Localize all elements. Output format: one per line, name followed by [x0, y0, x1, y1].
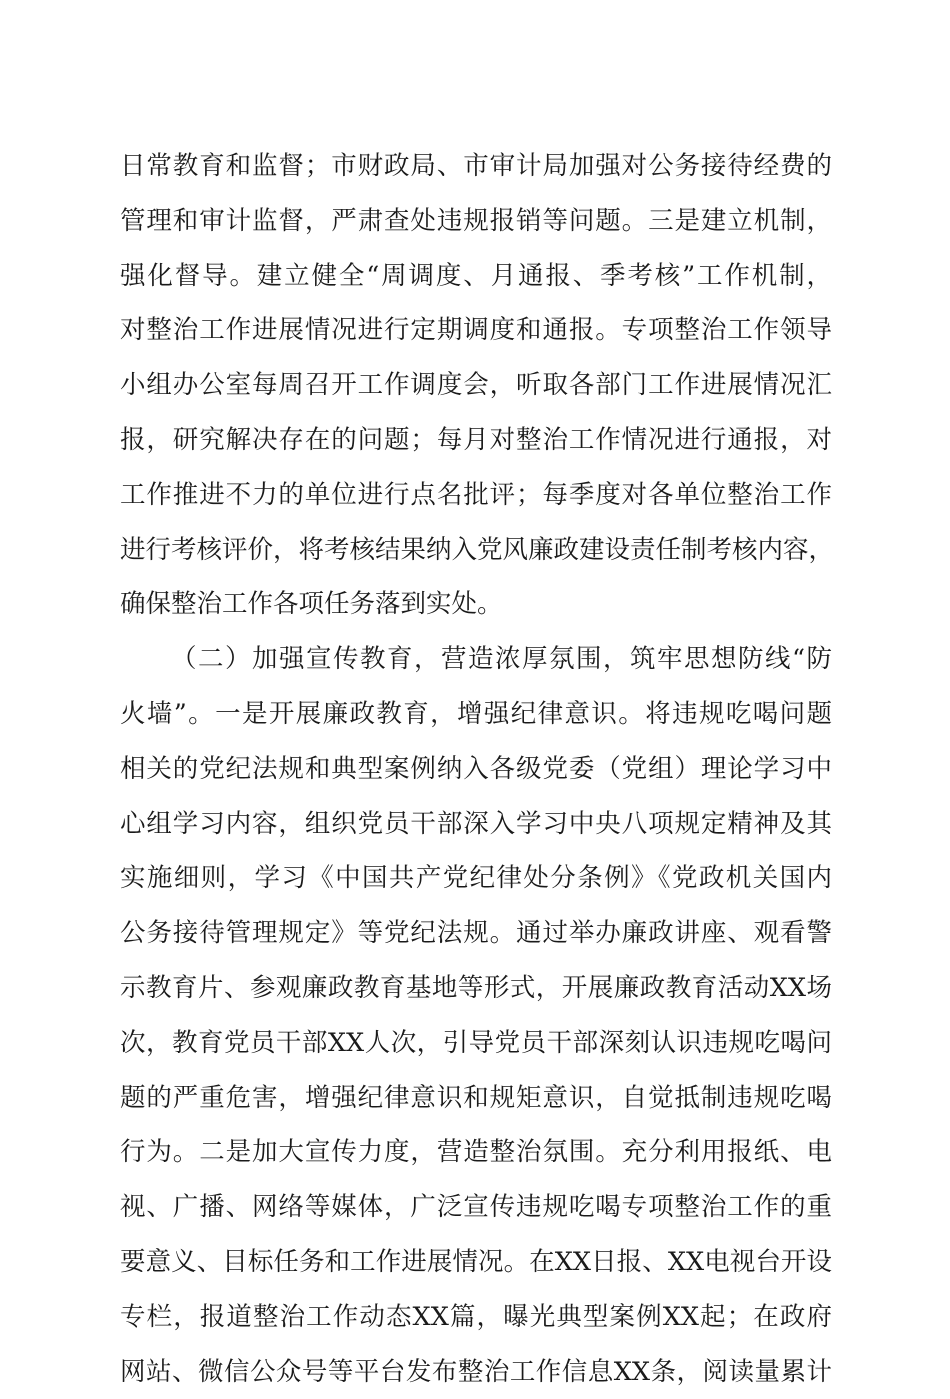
text-line: 视、广播、网络等媒体，广泛宣传违规吃喝专项整治工作的重 — [120, 1192, 832, 1223]
text-line: 相关的党纪法规和典型案例纳入各级党委（党组）理论学习中 — [120, 753, 832, 784]
text-line: 行为。二是加大宣传力度，营造整治氛围。充分利用报纸、电 — [120, 1137, 832, 1168]
text-line: 要意义、目标任务和工作进展情况。在XX日报、XX电视台开设 — [120, 1246, 832, 1277]
text-line: 实施细则，学习《中国共产党纪律处分条例》《党政机关国内 — [120, 863, 832, 894]
text-line: 题的严重危害，增强纪律意识和规矩意识，自觉抵制违规吃喝 — [120, 1082, 832, 1113]
text-line: 强化督导。建立健全“周调度、月通报、季考核”工作机制， — [120, 260, 832, 291]
text-line: 次，教育党员干部XX人次，引导党员干部深刻认识违规吃喝问 — [120, 1027, 832, 1058]
text-line: 报，研究解决存在的问题；每月对整治工作情况进行通报，对 — [120, 424, 832, 455]
text-line: 心组学习内容，组织党员干部深入学习中央八项规定精神及其 — [120, 808, 832, 839]
paragraph-end-line: 确保整治工作各项任务落到实处。 — [120, 589, 503, 620]
text-line: 进行考核评价，将考核结果纳入党风廉政建设责任制考核内容， — [120, 534, 835, 565]
text-line: 管理和审计监督，严肃查处违规报销等问题。三是建立机制， — [120, 205, 832, 236]
section-heading-line: （二）加强宣传教育，营造浓厚氛围，筑牢思想防线“防 — [171, 644, 832, 675]
text-line: 对整治工作进展情况进行定期调度和通报。专项整治工作领导 — [120, 315, 832, 346]
body-text — [120, 139, 835, 1399]
text-line: 工作推进不力的单位进行点名批评；每季度对各单位整治工作 — [120, 479, 832, 510]
text-line: 公务接待管理规定》等党纪法规。通过举办廉政讲座、观看警 — [120, 918, 832, 949]
text-line: 火墙”。一是开展廉政教育，增强纪律意识。将违规吃喝问题 — [120, 698, 832, 729]
text-line: 小组办公室每周召开工作调度会，听取各部门工作进展情况汇 — [120, 370, 832, 401]
text-line: 网站、微信公众号等平台发布整治工作信息XX条，阅读量累计 — [120, 1356, 832, 1387]
text-line: 专栏，报道整治工作动态XX篇，曝光典型案例XX起；在政府 — [120, 1301, 832, 1332]
text-line: 日常教育和监督；市财政局、市审计局加强对公务接待经费的 — [120, 151, 832, 181]
text-line: 示教育片、参观廉政教育基地等形式，开展廉政教育活动XX场 — [120, 972, 832, 1003]
